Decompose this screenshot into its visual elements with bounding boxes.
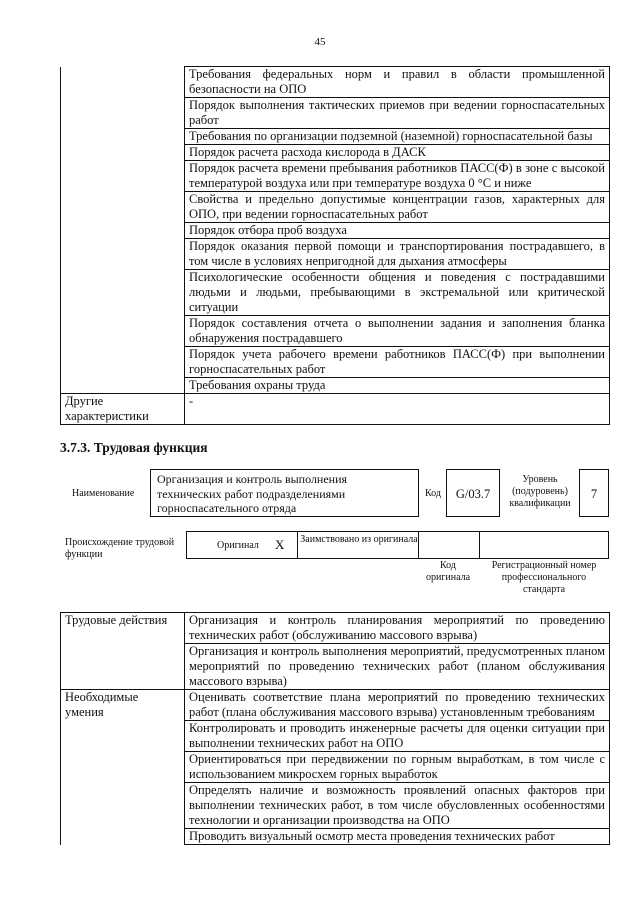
page-number: 45 xyxy=(314,36,326,48)
table-row xyxy=(61,394,610,425)
name-label: Наименование xyxy=(72,488,135,499)
action-item: Организация и контроль планирования мероприятий по проведению технических работ (обслуживанию массового взрыва) xyxy=(185,613,610,644)
knowledge-item: Порядок выполнения тактических приемов при ведении горноспасательных работ xyxy=(185,98,610,129)
code-label: Код xyxy=(425,488,441,499)
skill-item: Ориентироваться при передвижении по горным выработкам, в том числе с использованием микросхем горных выработок xyxy=(185,752,610,783)
knowledge-item: Порядок расчета времени пребывания работников ПАСС(Ф) в зоне с высокой температурой воздуха или при температуре воздуха 0 °С и ниже xyxy=(185,161,610,192)
knowledge-item: Порядок оказания первой помощи и транспортирования пострадавшего, в том числе в условиях непригодной для дыхания атмосферы xyxy=(185,239,610,270)
skills-label: Необходимые умения xyxy=(61,690,185,845)
knowledge-table-body xyxy=(61,67,610,425)
code-box xyxy=(446,469,500,517)
original-label: Оригинал xyxy=(217,540,259,551)
function-name-box xyxy=(150,469,419,517)
knowledge-item: Порядок составления отчета о выполнении задания и заполнения бланка обнаружения пострадавшего xyxy=(185,316,610,347)
level-value: 7 xyxy=(590,487,598,501)
skill-item: Оценивать соответствие плана мероприятий по проведению технических работ (плана обслуживания массового взрыва) установленным требованиям xyxy=(185,690,610,721)
reg-number-label: Регистрационный номер профессионального стандарта xyxy=(491,560,597,595)
table-row xyxy=(61,690,610,721)
other-characteristics-value: - xyxy=(185,394,610,425)
skill-item: Контролировать и проводить инженерные расчеты для оценки ситуации при выполнении технических работ на ОПО xyxy=(185,721,610,752)
level-label: Уровень (подуровень) квалификации xyxy=(509,474,571,509)
origin-label: Происхождение трудовой функции xyxy=(65,537,175,560)
skill-item: Определять наличие и возможность проявлений опасных факторов при выполнении технических работ, в том числе обусловленных особенностями технологии и организации производства на ОПО xyxy=(185,783,610,829)
borrowed-label: Заимствовано из оригинала xyxy=(300,534,418,545)
level-box xyxy=(579,469,609,517)
function-table-body xyxy=(61,613,610,845)
origin-divider xyxy=(297,532,298,558)
skill-item: Проводить визуальный осмотр места проведения технических работ xyxy=(185,829,610,845)
knowledge-item: Требования федеральных норм и правил в области промышленной безопасности на ОПО xyxy=(185,67,610,98)
knowledge-label-cell xyxy=(61,67,185,394)
function-name-value: Организация и контроль выполнения технических работ подразделениями горноспасательного отряда xyxy=(157,472,348,515)
code-original-label: Код оригинала xyxy=(425,560,471,583)
knowledge-item: Требования по организации подземной (наземной) горноспасательной базы xyxy=(185,129,610,145)
knowledge-item: Свойства и предельно допустимые концентрации газов, характерных для ОПО, при ведении горноспасательных работ xyxy=(185,192,610,223)
knowledge-item: Порядок расчета расхода кислорода в ДАСК xyxy=(185,145,610,161)
knowledge-table xyxy=(60,66,610,425)
origin-divider xyxy=(479,532,480,558)
code-value: G/03.7 xyxy=(455,487,491,501)
function-table xyxy=(60,612,610,845)
section-heading: 3.7.3. Трудовая функция xyxy=(60,440,208,455)
origin-divider xyxy=(418,532,419,558)
knowledge-item: Требования охраны труда xyxy=(185,378,610,394)
knowledge-item: Порядок отбора проб воздуха xyxy=(185,223,610,239)
table-row xyxy=(61,67,610,98)
knowledge-item: Психологические особенности общения и поведения с пострадавшими людьми и людьми, пребывающими в экстремальной или критической ситуации xyxy=(185,270,610,316)
action-item: Организация и контроль выполнения мероприятий, предусмотренных планом мероприятий по проведению технических работ (планом обслуживания массового взрыва) xyxy=(185,644,610,690)
table-row xyxy=(61,613,610,644)
origin-table xyxy=(186,531,609,559)
actions-label: Трудовые действия xyxy=(61,613,185,690)
original-mark: X xyxy=(275,537,285,552)
knowledge-item: Порядок учета рабочего времени работников ПАСС(Ф) при выполнении горноспасательных работ xyxy=(185,347,610,378)
other-characteristics-label: Другие характеристики xyxy=(61,394,185,425)
